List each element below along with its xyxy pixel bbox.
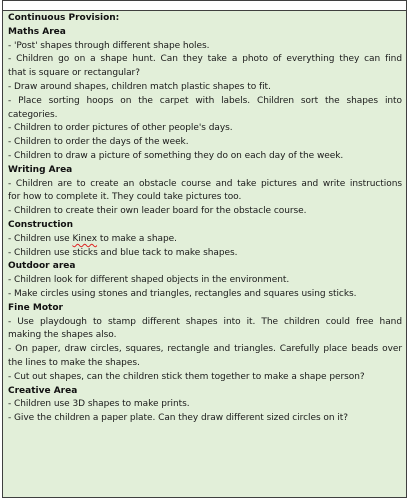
fine-motor-line: - On paper, draw circles, squares, rectangle and triangles. Carefully place beads over [8, 344, 402, 355]
maths-line: that is square or rectangular? [8, 68, 140, 79]
section-heading-construction: Construction [8, 219, 74, 230]
maths-line: - Children to order the days of the week. [8, 137, 189, 148]
maths-line: categories. [8, 109, 58, 120]
creative-line: - Give the children a paper plate. Can they draw different sized circles on it? [8, 413, 348, 424]
section-heading-writing: Writing Area [8, 164, 73, 175]
maths-line: - Draw around shapes, children match plastic shapes to fit. [8, 81, 271, 92]
maths-line: - 'Post' shapes through different shape holes. [8, 40, 210, 51]
outdoor-line: - Make circles using stones and triangles, rectangles and squares using sticks. [8, 288, 357, 299]
panel-title: Continuous Provision: [8, 13, 120, 23]
creative-line: - Children use 3D shapes to make prints. [8, 399, 190, 410]
fine-motor-line: the lines to make the shapes. [8, 357, 140, 368]
maths-line: - Children to order pictures of other people's days. [8, 123, 233, 134]
section-heading-outdoor: Outdoor area [8, 261, 76, 272]
section-heading-creative: Creative Area [8, 385, 78, 396]
writing-line: - Children are to create an obstacle course and take pictures and write instructions [8, 178, 402, 189]
construction-line: - Children use sticks and blue tack to make shapes. [8, 247, 238, 258]
maths-line: - Place sorting hoops on the carpet with labels. Children sort the shapes into [8, 95, 402, 106]
writing-line: - Children to create their own leader board for the obstacle course. [8, 206, 307, 217]
writing-line: for how to complete it. They could take pictures too. [8, 192, 242, 203]
fine-motor-line: - Cut out shapes, can the children stick them together to make a shape person? [8, 371, 365, 382]
fine-motor-line: - Use playdough to stamp different shapes into it. The children could free hand [8, 316, 402, 327]
table-header-row [2, 0, 407, 10]
section-heading-fine-motor: Fine Motor [8, 302, 63, 313]
construction-line [8, 233, 402, 247]
continuous-provision-panel [2, 10, 407, 498]
construction-text: - Children use [8, 233, 70, 244]
maths-line: - Children go on a shape hunt. Can they take a photo of everything they can find [8, 54, 402, 65]
spellcheck-word[interactable]: Kinex [72, 233, 98, 244]
construction-text: to make a shape. [99, 233, 177, 244]
fine-motor-line: making the shapes also. [8, 330, 117, 341]
section-heading-maths: Maths Area [8, 26, 66, 37]
maths-line: - Children to draw a picture of something they do on each day of the week. [8, 150, 344, 161]
outdoor-line: - Children look for different shaped objects in the environment. [8, 275, 290, 286]
